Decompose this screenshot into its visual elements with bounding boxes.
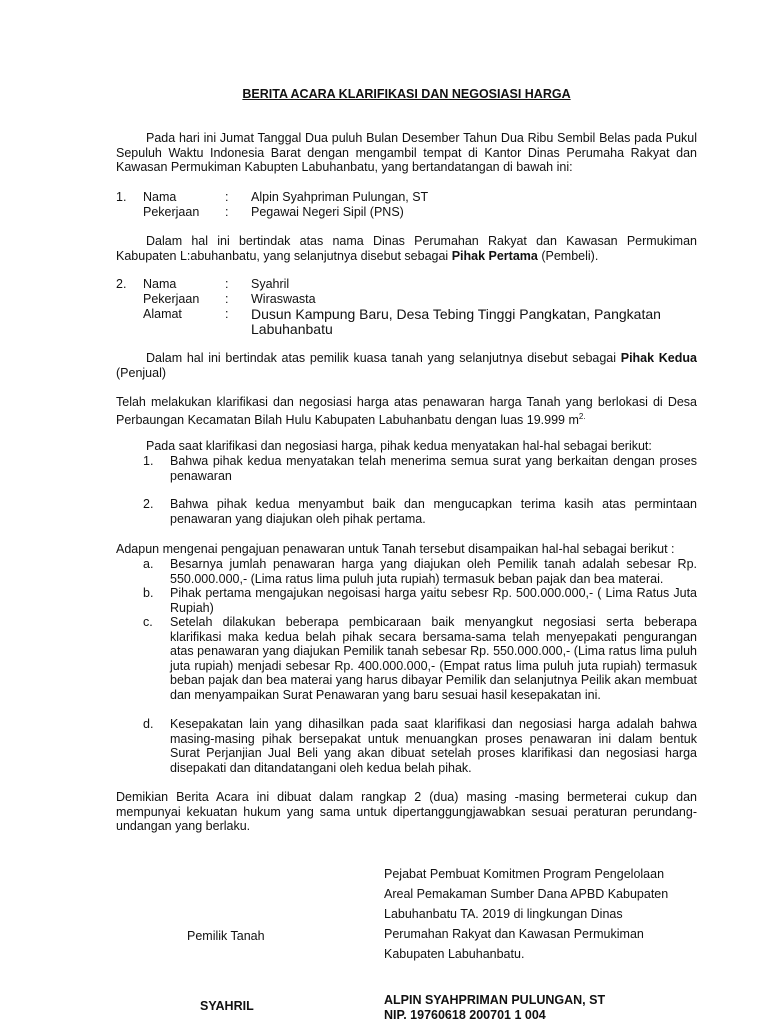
item-marker: b. <box>143 586 154 600</box>
colon: : <box>225 205 229 219</box>
party2-number: 2. <box>116 277 127 291</box>
item-marker: 1. <box>143 454 154 468</box>
offer-item <box>116 717 697 775</box>
item-marker: d. <box>143 717 154 731</box>
closing-paragraph: Demikian Berita Acara ini dibuat dalam rangkap 2 (dua) masing -masing bermeterai cukup dan mempunyai kekuatan hukum yang sama untuk dipertanggungjawabkan sesuai peraturan perundang-undangan yang berlaku. <box>116 790 697 834</box>
signer-right-block <box>384 993 605 1023</box>
signer-right-nip: NIP. 19760618 200701 1 004 <box>384 1008 546 1022</box>
clarification-intro: Pada saat klarifikasi dan negosiasi harga, pihak kedua menyatakan hal-hal sebagai berikut: <box>146 439 652 453</box>
party2-address-label: Alamat <box>143 307 182 321</box>
party2-paragraph <box>116 351 697 380</box>
offer-item <box>116 586 697 615</box>
party2-address-value: Dusun Kampung Baru, Desa Tebing Tinggi Pangkatan, Pangkatan Labuhanbatu <box>251 306 661 337</box>
signer-right-role-line: Kabupaten Labuhanbatu. <box>384 947 525 961</box>
colon: : <box>225 307 229 321</box>
clarification-item <box>116 497 697 526</box>
signer-left-role: Pemilik Tanah <box>187 929 265 943</box>
offer-item <box>116 557 697 586</box>
offer-item <box>116 615 697 703</box>
party2-name-value: Syahril <box>251 277 290 291</box>
location-paragraph <box>116 395 697 427</box>
clarification-item <box>116 454 697 483</box>
party2-text-pre: Dalam hal ini bertindak atas pemilik kuasa tanah yang selanjutnya disebut sebagai <box>146 351 621 365</box>
party1-job-label: Pekerjaan <box>143 205 200 219</box>
signer-right-role-line: Labuhanbatu TA. 2019 di lingkungan Dinas <box>384 907 623 921</box>
party1-job-row <box>116 205 697 220</box>
item-text: Kesepakatan lain yang dihasilkan pada saat klarifikasi dan negosiasi harga adalah bahwa masing-masing pihak bersepakat untuk menuangkan proses penawaran ini dalam bentuk Surat Perjanjian Jual Beli yang akan dibuat setelah proses klarifikasi dan negosiasi harga disepakati dan ditandatangani oleh kedua belah pihak. <box>170 717 697 775</box>
party2-job-row <box>116 292 697 307</box>
party2-text-post: (Penjual) <box>116 365 167 380</box>
item-text: Bahwa pihak kedua menyatakan telah menerima semua surat yang berkaitan dengan proses penawaran <box>170 454 697 483</box>
party1-text-post: (Pembeli). <box>537 248 599 263</box>
item-text: Pihak pertama mengajukan negoisasi harga yaitu sebesr Rp. 500.000.000,- ( Lima Ratus Juta Rupiah) <box>170 586 697 615</box>
opening-paragraph: Pada hari ini Jumat Tanggal Dua puluh Bulan Desember Tahun Dua Ribu Sembil Belas pada Pukul Sepuluh Waktu Indonesia Barat dengan mengambil tempat di Kantor Dinas Perumaha Rakyat dan Kawasan Permukiman Kabupten Labuhanbatu, yang bertandatangan di bawah ini: <box>116 131 697 175</box>
offer-intro: Adapun mengenai pengajuan penawaran untuk Tanah tersebut disampaikan hal-hal sebagai berikut : <box>116 542 675 556</box>
signer-right-role-line: Pejabat Pembuat Komitmen Program Pengelolaan <box>384 867 665 881</box>
location-text: Telah melakukan klarifikasi dan negosiasi harga atas penawaran harga Tanah yang berlokasi di Desa Perbaungan Kecamatan Bilah Hulu Kabupaten Labuhanbatu dengan luas 19.999 m <box>116 395 697 427</box>
party2-designation: Pihak Kedua <box>620 351 697 365</box>
document-title: BERITA ACARA KLARIFIKASI DAN NEGOSIASI HARGA <box>242 87 571 101</box>
signer-right-role-line: Perumahan Rakyat dan Kawasan Permukiman <box>384 927 644 941</box>
area-superscript: 2. <box>578 411 586 421</box>
colon: : <box>225 292 229 306</box>
item-marker: a. <box>143 557 154 571</box>
party1-number: 1. <box>116 190 127 204</box>
colon: : <box>225 190 229 204</box>
party2-job-value: Wiraswasta <box>251 292 316 306</box>
party1-name-label: Nama <box>143 190 177 204</box>
party2-address-row <box>116 307 697 339</box>
party2-name-row <box>116 277 697 292</box>
signer-right-role-line: Areal Pemakaman Sumber Dana APBD Kabupaten <box>384 887 669 901</box>
item-marker: c. <box>143 615 153 629</box>
party1-text-pre: Dalam hal ini bertindak atas nama Dinas Perumahan Rakyat dan Kawasan Permukiman Kabupaten L:abuhanbatu, yang selanjutnya disebut sebagai <box>116 234 697 263</box>
party1-designation: Pihak Pertama <box>451 248 538 263</box>
signer-left-name: SYAHRIL <box>200 999 254 1013</box>
party1-paragraph <box>116 234 697 263</box>
item-text: Setelah dilakukan beberapa pembicaraan baik menyangkut negosiasi serta beberapa klarifikasi maka kedua belah pihak secara bersama-sama telah menyepakati pengurangan atas penawaran yang diajukan Pemilik tanah sebesar Rp. 550.000.000,- (Lima ratus lima puluh juta rupiah) menjadi sebesar Rp. 400.000.000,- (Empat ratus lima puluh juta rupiah) termasuk beban pajak dan bea materai yang harus dibayar Pemilik dan selanjutnya Peilik akan membuat dan menyampaikan Surat Penawaran yang baru sesuai hasil kesepakatan ini. <box>170 615 697 702</box>
colon: : <box>225 277 229 291</box>
party1-name-row <box>116 190 697 205</box>
item-text: Besarnya jumlah penawaran harga yang diajukan oleh Pemilik tanah adalah sebesar Rp. 550.000.000,- (Lima ratus lima puluh juta rupiah) termasuk beban pajak dan bea materai. <box>170 557 697 586</box>
signer-right-name: ALPIN SYAHPRIMAN PULUNGAN, ST <box>384 993 606 1007</box>
party1-job-value: Pegawai Negeri Sipil (PNS) <box>251 205 404 219</box>
party2-job-label: Pekerjaan <box>143 292 200 306</box>
party1-name-value: Alpin Syahpriman Pulungan, ST <box>251 190 429 204</box>
item-marker: 2. <box>143 497 154 511</box>
party2-name-label: Nama <box>143 277 177 291</box>
signer-right-role <box>384 864 714 964</box>
item-text: Bahwa pihak kedua menyambut baik dan mengucapkan terima kasih atas permintaan penawaran yang diajukan oleh pihak pertama. <box>170 497 697 526</box>
